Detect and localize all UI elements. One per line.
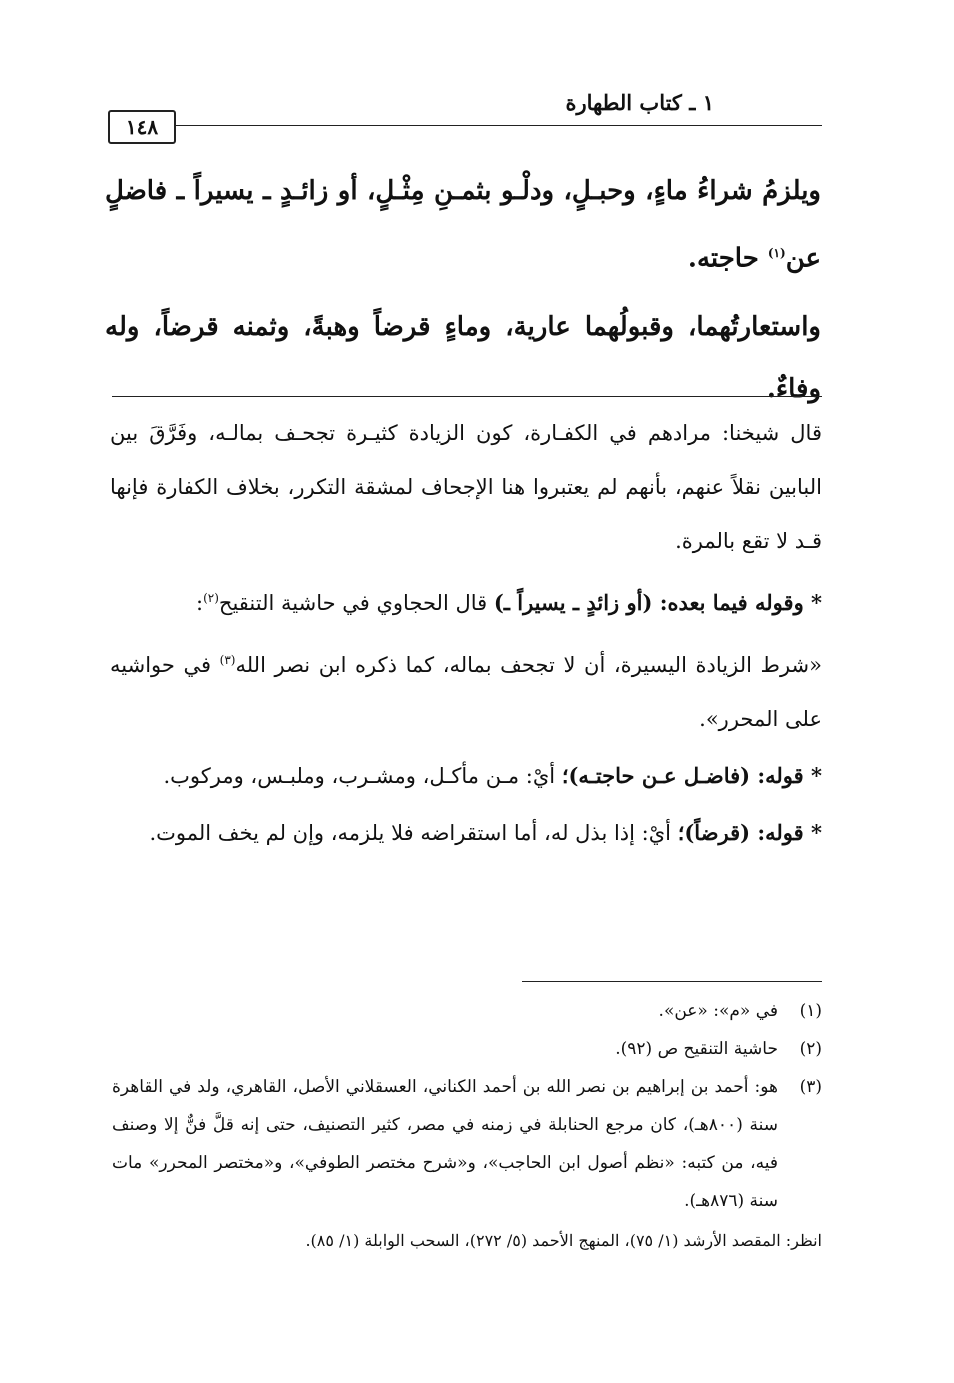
commentary <box>110 406 822 863</box>
matn-paragraph-2: واستعارتُهما، وقبولُهما عارية، وماءٍ قرضاً وهبةً، وثمنه قرضاً، وله وفاءٌ. <box>105 311 821 404</box>
page-number: ١٤٨ <box>108 110 176 144</box>
commentary-paragraph-3 <box>110 633 822 746</box>
footnotes <box>112 992 822 1260</box>
commentary-paragraph-2 <box>110 571 822 630</box>
quote-lead: * قوله: (قرضاً)؛ <box>677 820 822 845</box>
commentary-text: في حواشيه على المحرر». <box>110 653 822 731</box>
main-text <box>105 160 821 426</box>
header-rule <box>108 125 822 126</box>
footnote-text: هو: أحمد بن إبراهيم بن نصر الله بن أحمد الكناني، العسقلاني الأصل، القاهري، ولد في القاهرة سنة (٨٠٠هـ)، كان مرجع الحنابلة في زمنه في مصر، كثير التصنيف، حتى إنه قلَّ فنٌّ إلا وصنف فيه، من كتبه: «نظم أصول ابن الحاجب»، و«شرح مختصر الطوفي»، و«مختصر المحرر» مات سنة (٨٧٦هـ). <box>112 1077 778 1211</box>
commentary-text: أيْ: إذا بذل له، أما استقراضه فلا يلزمه، وإن لم يخف الموت. <box>149 821 678 845</box>
commentary-text: أيْ: مـن مأكـل، ومشـرب، وملبـس، ومركوب. <box>163 764 562 788</box>
quote-lead: * قوله: (فاضـل عـن حاجتـه)؛ <box>561 763 822 788</box>
footnote-ref-1: (١) <box>767 246 786 260</box>
footnote-sources: انظر: المقصد الأرشد (١/ ٧٥)، المنهج الأحمد (٥/ ٢٧٢)، السحب الوابلة (١/ ٨٥). <box>305 1231 822 1250</box>
section-title: ١ ـ كتاب الطهارة <box>565 90 714 115</box>
commentary-paragraph-4 <box>110 749 822 803</box>
page-header <box>108 86 822 146</box>
commentary-text: «شرط الزيادة اليسيرة، أن لا تجحف بماله، كما ذكره ابن نصر الله <box>235 653 823 677</box>
matn-separator <box>112 396 822 397</box>
footnote-2 <box>112 1030 822 1068</box>
footnote-text: حاشية التنقيح ص (٩٢). <box>615 1039 778 1059</box>
footnote-number: (٣) <box>799 1077 822 1097</box>
quote-lead: * وقوله فيما بعده: (أو زائدٍ ـ يسيراً ـ) <box>493 590 822 615</box>
footnote-number: (١) <box>799 1001 822 1021</box>
footnote-3 <box>112 1068 822 1220</box>
footnote-ref-2: (٢) <box>203 591 219 605</box>
commentary-text: قال الحجاوي في حاشية التنقيح <box>218 591 494 615</box>
commentary-paragraph-1: قال شيخنا: مرادهم في الكفـارة، كون الزيادة كثيـرة تجحـف بمالـه، وفَرَّقَ بين البابين نقلاً عنهم، بأنهم لم يعتبروا هنا الإجحاف لمشقة التكرر، بخلاف الكفارة فإنها قـد لا تقع بالمرة. <box>110 421 822 553</box>
footnote-number: (٢) <box>799 1039 822 1059</box>
footnote-ref-3: (٣) <box>219 653 236 667</box>
commentary-text: : <box>196 591 204 615</box>
matn-text: ويلزمُ شراءُ ماءٍ، وحبـلٍ، ودلْـو بثمـنِ مِثْـلٍ، أو زائـدٍ ـ يسيراً ـ فاضلٍ عن <box>105 176 821 274</box>
footnote-text: في «م»: «عن». <box>658 1001 778 1021</box>
footnote-separator <box>522 981 822 982</box>
commentary-paragraph-5 <box>110 806 822 860</box>
matn-paragraph-1 <box>105 160 821 290</box>
matn-text: حاجته. <box>687 243 768 274</box>
footnote-1 <box>112 992 822 1030</box>
